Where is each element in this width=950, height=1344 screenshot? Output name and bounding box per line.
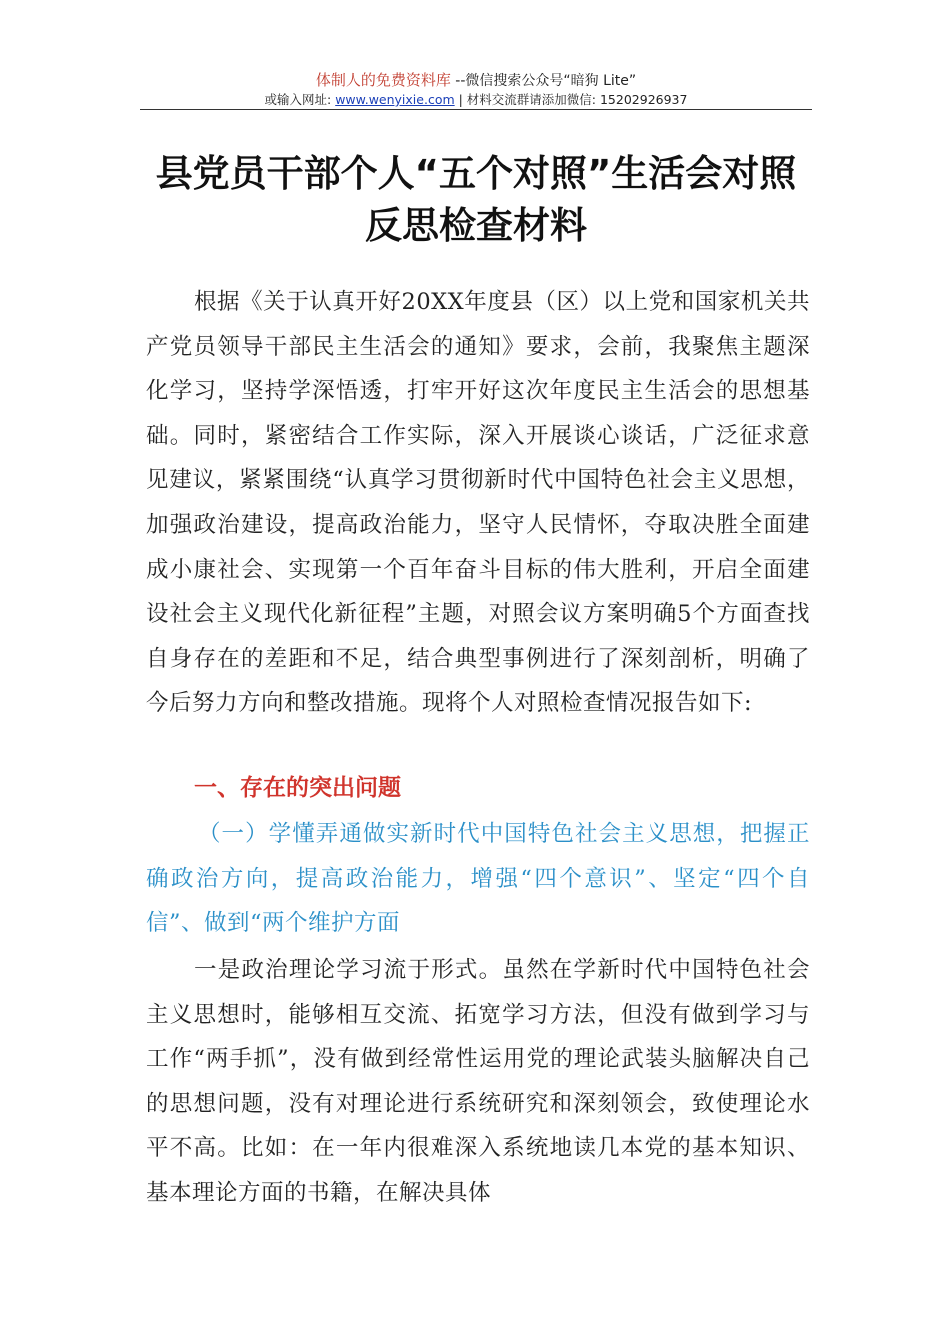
- document-title: [140, 148, 812, 252]
- intro-paragraph: 根据《关于认真开好20XX年度县（区）以上党和国家机关共产党员领导干部民主生活会的通知》要求，会前，我聚焦主题深化学习，坚持学深悟透，打牢开好这次年度民主生活会的思想基础。同时，紧密结合工作实际，深入开展谈心谈话，广泛征求意见建议，紧紧围绕“认真学习贯彻新时代中国特色社会主义思想，加强政治建设，提高政治能力，坚守人民情怀，夺取决胜全面建成小康社会、实现第一个百年奋斗目标的伟大胜利，开启全面建设社会主义现代化新征程”主题，对照会议方案明确5个方面查找自身存在的差距和不足，结合典型事例进行了深刻剖析，明确了今后努力方向和整改措施。现将个人对照检查情况报告如下:: [146, 289, 810, 717]
- section-heading: 一、存在的突出问题: [194, 775, 401, 801]
- contact-suffix: | 材料交流群请添加微信: 15202926937: [454, 92, 688, 107]
- subsection-heading: （一）学懂弄通做实新时代中国特色社会主义思想，把握正确政治方向，提高政治能力，增强“四个意识”、坚定“四个自信”、做到“两个维护方面: [146, 821, 810, 937]
- brand-name: 体制人的免费资料库: [315, 71, 451, 89]
- page-header: [140, 70, 812, 109]
- title-line-2: 反思检查材料: [365, 204, 587, 247]
- header-contact-line: [140, 91, 812, 109]
- header-brand-line: [140, 70, 812, 91]
- title-line-1: 县党员干部个人“五个对照”生活会对照: [155, 152, 797, 195]
- header-divider: [140, 109, 812, 110]
- body-paragraph: 一是政治理论学习流于形式。虽然在学新时代中国特色社会主义思想时，能够相互交流、拓宽学习方法，但没有做到学习与工作“两手抓”，没有做到经常性运用党的理论武装头脑解决自己的思想问题，没有对理论进行系统研究和深刻领会，致使理论水平不高。比如：在一年内很难深入系统地读几本党的基本知识、基本理论方面的书籍，在解决具体: [146, 957, 810, 1206]
- header-tagline: --微信搜索公众号“暗狗 Lite”: [450, 73, 637, 89]
- website-link[interactable]: www.wenyixie.com: [335, 92, 455, 107]
- url-prefix: 或输入网址:: [264, 92, 336, 107]
